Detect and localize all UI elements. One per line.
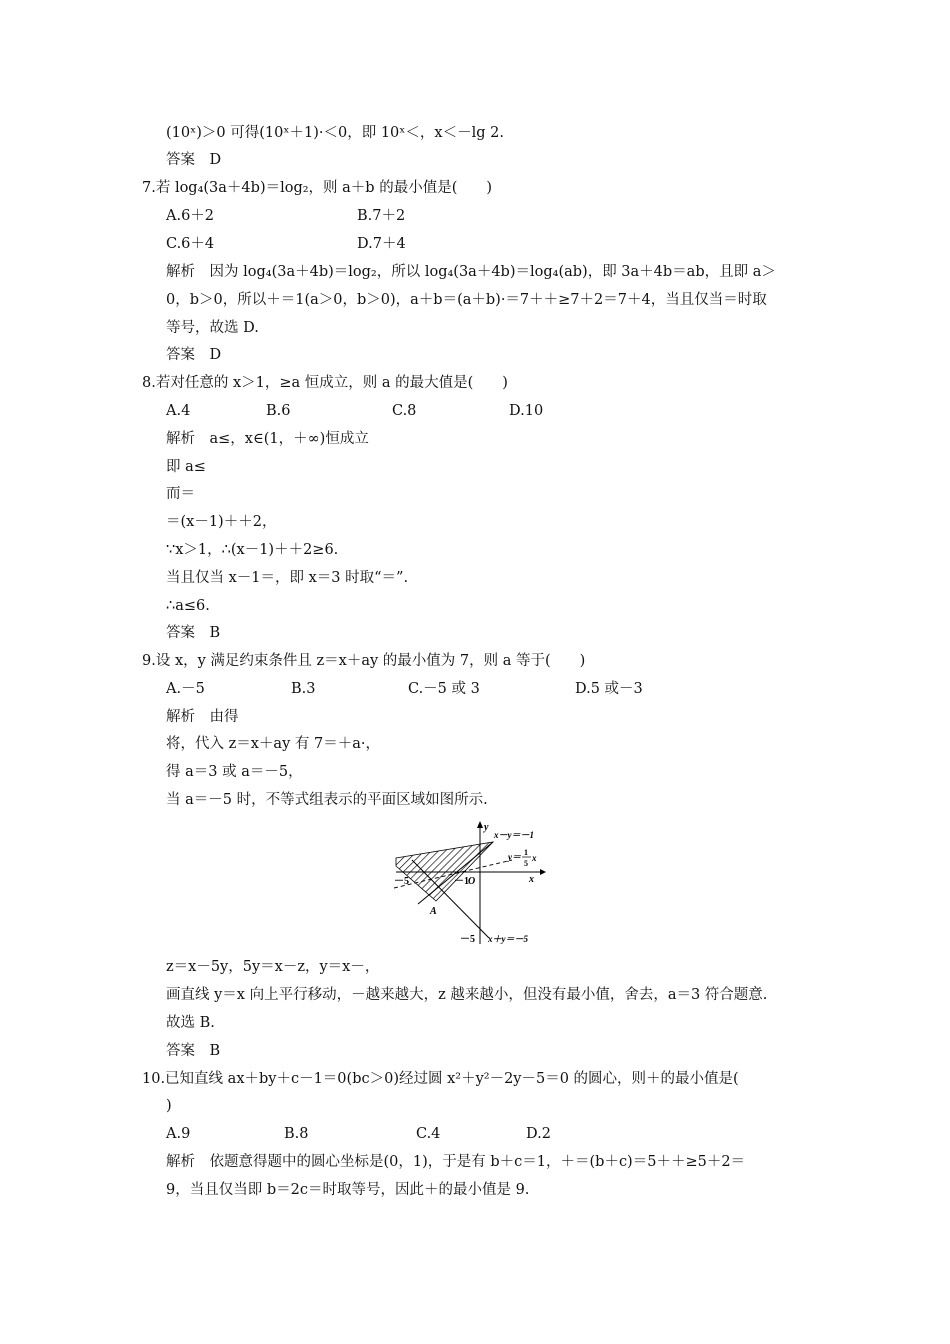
option-c: C.－5 或 3 xyxy=(408,681,480,697)
option-a: A.4 xyxy=(166,403,191,419)
answer-line: 答案 D xyxy=(166,152,222,168)
solution-line: 解析 依题意得题中的圆心坐标是(0，1)，于是有 b＋c＝1，＋＝(b＋c)＝5＋＋≥5＋2＝ xyxy=(166,1154,746,1170)
solution-line: 得 a＝3 或 a＝－5， xyxy=(166,764,303,780)
label-x-plus-y: x＋y＝－5 xyxy=(488,934,528,944)
solution-line: 0，b＞0，所以＋＝1(a＞0，b＞0)，a＋b＝(a＋b)·＝7＋＋≥7＋2＝7＋4，当且仅当＝时取 xyxy=(166,292,767,308)
option-c: C.8 xyxy=(392,403,417,419)
option-b: B.6 xyxy=(266,403,291,419)
option-a: A.9 xyxy=(166,1126,191,1142)
feasible-region-figure xyxy=(388,816,563,948)
answer-line: 答案 B xyxy=(166,625,221,641)
option-b: B.7＋2 xyxy=(357,208,406,224)
solution-line: 等号，故选 D. xyxy=(166,320,259,336)
label-y-fifth-x-den: 5 xyxy=(524,859,528,868)
solution-line: 当且仅当 x－1＝，即 x＝3 时取“＝”. xyxy=(166,570,409,586)
label-y-fifth-x-num: 1 xyxy=(524,848,528,857)
question-8: 8.若对任意的 x＞1，≥a 恒成立，则 a 的最大值是( ) xyxy=(142,375,508,391)
solution-line: 解析 a≤，x∈(1，＋∞)恒成立 xyxy=(166,431,369,447)
option-a: A.－5 xyxy=(166,681,205,697)
option-b: B.3 xyxy=(291,681,316,697)
x-axis-arrow xyxy=(540,869,546,875)
answer-line: 答案 D xyxy=(166,347,222,363)
solution-line: z＝x－5y，5y＝x－z，y＝x－， xyxy=(166,959,380,975)
label-y-fifth-x-suffix: x xyxy=(532,853,537,863)
option-c: C.6＋4 xyxy=(166,236,215,252)
solution-line: 9，当且仅当即 b＝2c＝时取等号，因此＋的最小值是 9. xyxy=(166,1182,530,1198)
tick-minus-5-x: －5 xyxy=(394,876,409,887)
tick-minus-1: －1 xyxy=(454,876,469,887)
option-d: D.7＋4 xyxy=(357,236,406,252)
question-7: 7.若 log₄(3a＋4b)＝log₂，则 a＋b 的最小值是( ) xyxy=(142,180,493,196)
label-y-fifth-x-prefix: y＝ xyxy=(508,852,521,862)
solution-line: 当 a＝－5 时，不等式组表示的平面区域如图所示. xyxy=(166,792,488,808)
solution-line: ＝(x－1)＋＋2， xyxy=(166,514,277,530)
question-9: 9.设 x，y 满足约束条件且 z＝x＋ay 的最小值为 7，则 a 等于( ) xyxy=(142,653,586,669)
solution-line: 将，代入 z＝x＋ay 有 7＝＋a·， xyxy=(166,736,380,752)
x-axis-label: x xyxy=(529,874,534,885)
text-line: (10ˣ)＞0 可得(10ˣ＋1)·＜0，即 10ˣ＜，x＜－lg 2. xyxy=(166,125,504,141)
y-axis-label: y xyxy=(484,822,489,833)
option-a: A.6＋2 xyxy=(166,208,215,224)
option-d: D.10 xyxy=(509,403,544,419)
answer-line: 答案 B xyxy=(166,1043,221,1059)
solution-line: 即 a≤ xyxy=(166,459,206,475)
question-10-cont: ) xyxy=(166,1098,172,1114)
option-b: B.8 xyxy=(284,1126,309,1142)
solution-line: 解析 由得 xyxy=(166,709,239,725)
label-x-minus-y: x－y＝－1 xyxy=(494,830,534,840)
solution-line: 故选 B. xyxy=(166,1015,215,1031)
origin-label: O xyxy=(468,876,476,887)
solution-line: 画直线 y＝x 向上平行移动，－越来越大，z 越来越小，但没有最小值，舍去，a＝3 符合题意. xyxy=(166,987,768,1003)
solution-line: ∵x＞1，∴(x－1)＋＋2≥6. xyxy=(166,542,339,558)
option-d: D.5 或－3 xyxy=(575,681,643,697)
y-axis-arrow xyxy=(477,821,483,828)
option-c: C.4 xyxy=(416,1126,441,1142)
solution-line: 而＝ xyxy=(166,486,195,502)
solution-line: ∴a≤6. xyxy=(166,598,210,614)
tick-minus-5-y: －5 xyxy=(460,934,475,945)
point-a-label: A xyxy=(430,906,437,917)
question-10: 10.已知直线 ax＋by＋c－1＝0(bc＞0)经过圆 x²＋y²－2y－5＝0 的圆心，则＋的最小值是( xyxy=(142,1071,739,1087)
option-d: D.2 xyxy=(526,1126,551,1142)
solution-line: 解析 因为 log₄(3a＋4b)＝log₂，所以 log₄(3a＋4b)＝log₄(ab)，即 3a＋4b＝ab，且即 a＞ xyxy=(166,264,776,280)
